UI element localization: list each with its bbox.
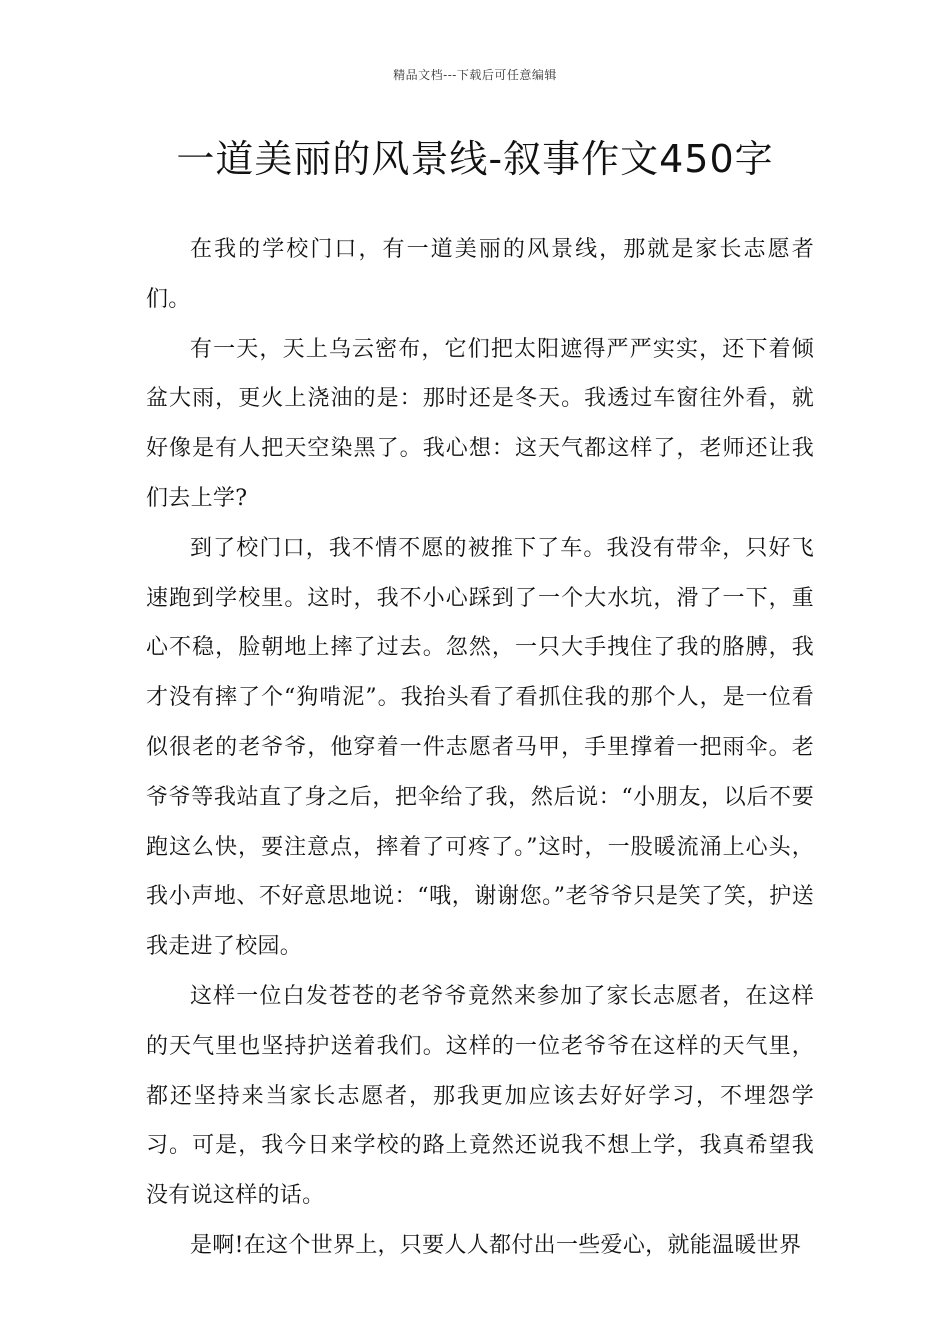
paragraph-1: 在我的学校门口，有一道美丽的风景线，那就是家长志愿者们。	[146, 237, 814, 312]
document-title: 一道美丽的风景线-叙事作文450字	[176, 137, 774, 181]
paragraph-3: 到了校门口，我不情不愿的被推下了车。我没有带伞，只好飞速跑到学校里。这时，我不小心踩到了一个大水坑，滑了一下，重心不稳，脸朝地上摔了过去。忽然，一只大手拽住了我的胳膊，我才没有摔了个“狗啃泥”。我抬头看了看抓住我的那个人，是一位看似很老的老爷爷，他穿着一件志愿者马甲，手里撑着一把雨伞。老爷爷等我站直了身之后，把伞给了我，然后说：“小朋友，以后不要跑这么快，要注意点，摔着了可疼了。”这时，一股暖流涌上心头，我小声地、不好意思地说：“哦，谢谢您。”老爷爷只是笑了笑，护送我走进了校园。	[146, 535, 814, 960]
paragraph-4: 这样一位白发苍苍的老爷爷竟然来参加了家长志愿者，在这样的天气里也坚持护送着我们。这样的一位老爷爷在这样的天气里，都还坚持来当家长志愿者，那我更加应该去好好学习，不埋怨学习。可是，我今日来学校的路上竟然还说我不想上学，我真希望我没有说这样的话。	[146, 983, 814, 1209]
article-body	[146, 225, 814, 1271]
paragraph-2: 有一天，天上乌云密布，它们把太阳遮得严严实实，还下着倾盆大雨，更火上浇油的是：那时还是冬天。我透过车窗往外看，就好像是有人把天空染黑了。我心想：这天气都这样了，老师还让我们去上学?	[146, 336, 814, 511]
header-note: 精品文档---下载后可任意编辑	[393, 68, 557, 82]
paragraph-5: 是啊!在这个世界上，只要人人都付出一些爱心，就能温暖世界	[190, 1232, 802, 1258]
